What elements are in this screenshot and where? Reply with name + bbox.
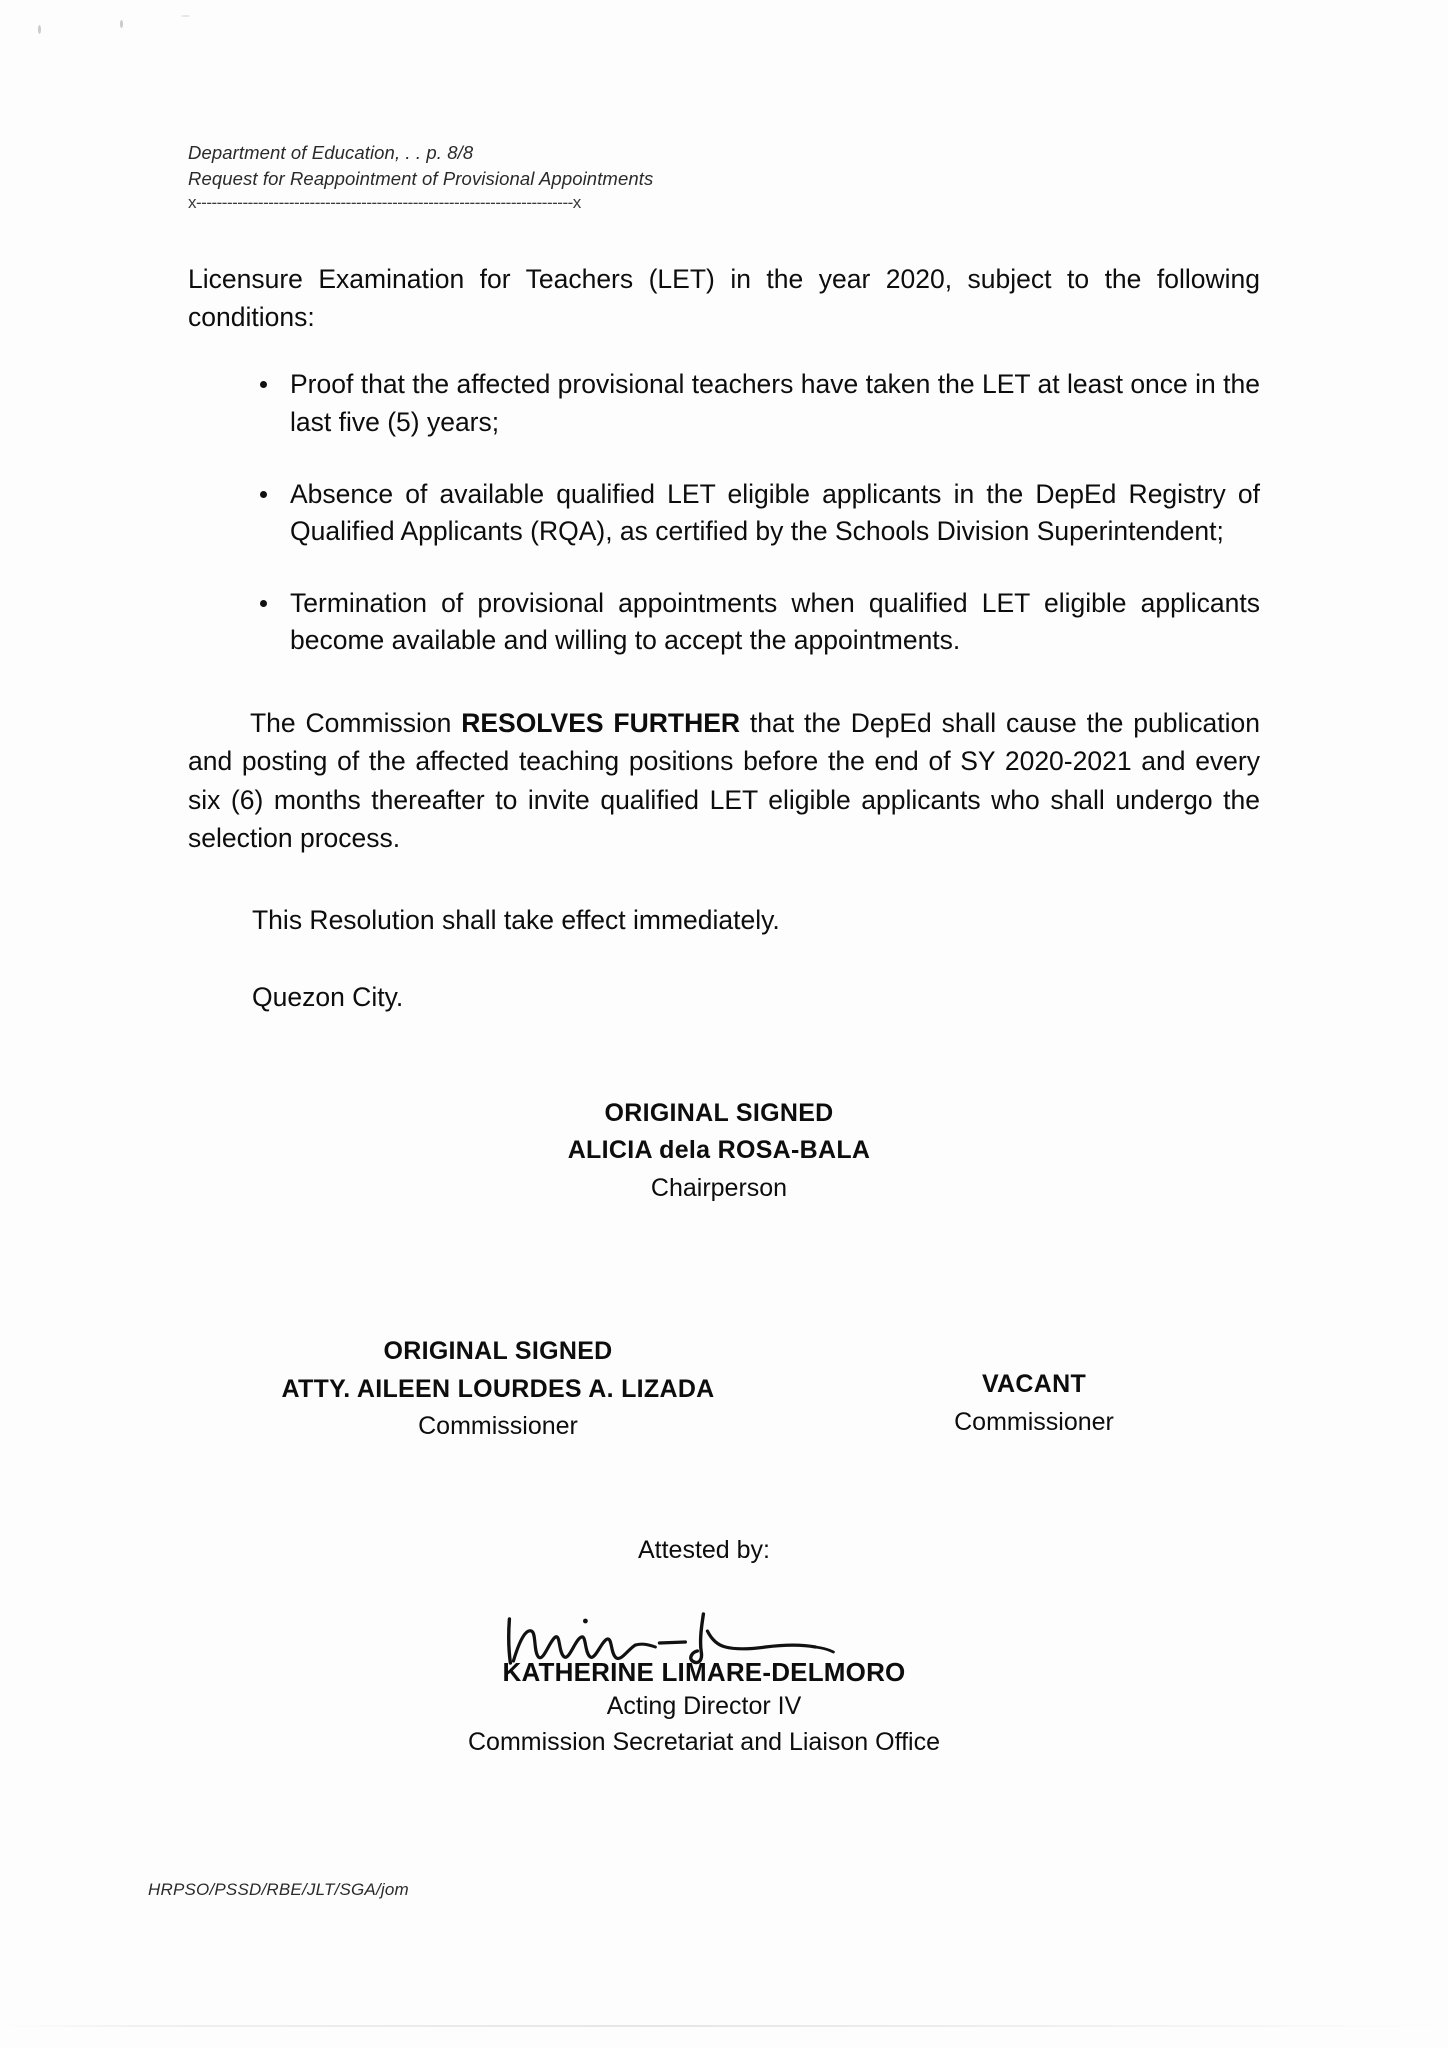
resolution-text-part2: that the DepEd shall cause the publication and posting of the affected teaching positions before the end of SY 2020-2021 and every six (6) months thereafter to invite qualified LET eligible applicants who shall undergo the selection process. — [188, 708, 1260, 854]
list-item-text: Termination of provisional appointments when qualified LET eligible applicants become available and willing to accept the appointments. — [290, 587, 1260, 656]
signatory-title: Chairperson — [650, 1173, 788, 1202]
list-item-text: Absence of available qualified LET eligible applicants in the DepEd Registry of Qualified Applicants (RQA), as certified by the Schools Division Superintendent; — [290, 478, 1260, 547]
signatory-title: Acting Director IV — [606, 1691, 802, 1720]
list-item — [252, 366, 1260, 441]
conditions-list — [188, 366, 1260, 660]
intro-paragraph: Licensure Examination for Teachers (LET) in the year 2020, subject to the following conditions: — [188, 264, 1260, 332]
effectivity-statement: This Resolution shall take effect immediately. — [252, 904, 780, 935]
signature-block-commissioner-left — [188, 1333, 808, 1446]
signatory-title: Commissioner — [954, 1407, 1114, 1436]
list-item-text: Proof that the affected provisional teachers have taken the LET at least once in the last five (5) years; — [290, 369, 1260, 437]
bullet-dot-icon — [260, 381, 267, 388]
header-divider-rule: x-------------------------------------------------------------------------x — [188, 193, 581, 213]
signatory-name: ATTY. AILEEN LOURDES A. LIZADA — [281, 1374, 715, 1403]
list-item — [252, 585, 1260, 660]
resolution-text-part1: The Commission — [250, 708, 462, 739]
header-line-subject: Request for Reappointment of Provisional Appointments — [188, 167, 654, 189]
resolution-emphasis: RESOLVES FURTHER — [461, 708, 741, 739]
original-signed-label: ORIGINAL SIGNED — [604, 1098, 834, 1127]
page-content — [148, 0, 1260, 1900]
resolution-paragraph — [188, 704, 1260, 858]
signature-block-chairperson — [188, 1095, 1260, 1208]
scan-speck — [120, 20, 123, 28]
place-of-issue: Quezon City. — [252, 982, 404, 1013]
scan-seam-artifact — [0, 2025, 1448, 2027]
original-signed-label: ORIGINAL SIGNED — [383, 1337, 613, 1366]
running-header — [188, 140, 1260, 191]
signature-block-commissioner-right — [808, 1333, 1260, 1441]
signatory-title: Commissioner — [418, 1412, 578, 1441]
header-line-department: Department of Education, . . p. 8/8 — [188, 142, 474, 163]
footer-routing-code: HRPSO/PSSD/RBE/JLT/SGA/jom — [148, 1880, 409, 1900]
signatory-name: KATHERINE LIMARE-DELMORO — [502, 1656, 906, 1687]
signature-row-commissioners — [188, 1333, 1260, 1446]
bullet-dot-icon — [260, 491, 267, 498]
signatory-name: ALICIA dela ROSA-BALA — [567, 1136, 871, 1165]
signature-block-attestor — [188, 1611, 1260, 1761]
signatory-name: VACANT — [981, 1370, 1087, 1399]
bullet-dot-icon — [260, 600, 267, 607]
list-item — [252, 476, 1260, 551]
attested-by-label: Attested by: — [637, 1535, 771, 1564]
scan-speck — [38, 25, 41, 34]
signatory-office: Commission Secretariat and Liaison Office — [468, 1728, 940, 1757]
